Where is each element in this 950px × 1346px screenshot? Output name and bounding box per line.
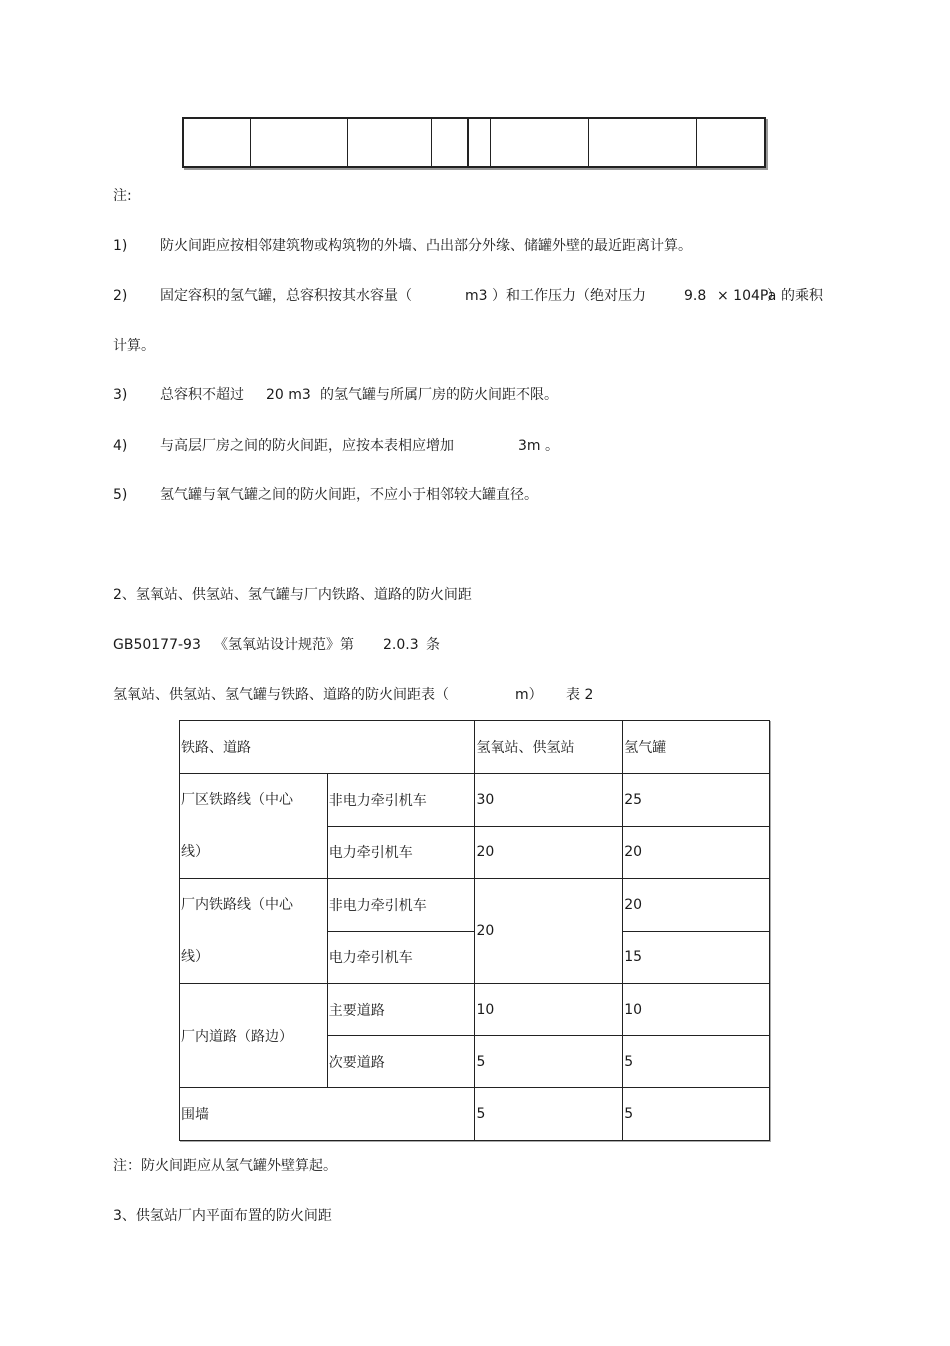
standard-code: GB50177-93 xyxy=(113,637,201,653)
table-divider xyxy=(431,119,432,166)
station-cell: 5 xyxy=(475,1036,623,1088)
tank-cell: 25 xyxy=(623,774,770,827)
station-cell: 20 xyxy=(475,879,623,984)
header-cell: 铁路、道路 xyxy=(180,721,475,774)
station-cell: 5 xyxy=(475,1088,623,1141)
standard-unit: 条 xyxy=(426,637,440,653)
note-text: 固定容积的氢气罐，总容积按其水容量（ xyxy=(160,288,412,304)
row-name-cell: 围墙 xyxy=(180,1088,475,1141)
table-divider xyxy=(490,119,491,166)
note-number: 1) xyxy=(113,238,128,254)
table-divider xyxy=(347,119,348,166)
note-number: 4) xyxy=(113,438,128,454)
row-name-cell: 次要道路 xyxy=(327,1036,475,1088)
note-number: 5) xyxy=(113,487,128,503)
section-heading: 2、氢氧站、供氢站、氢气罐与厂内铁路、道路的防火间距 xyxy=(113,587,472,603)
table-caption-unit: m） xyxy=(515,687,543,703)
tank-cell: 10 xyxy=(623,984,770,1036)
note-text: m3 ）和工作压力（绝对压力 xyxy=(465,288,646,304)
row-name-cell: 非电力牵引机车 xyxy=(327,774,475,827)
table-divider xyxy=(250,119,251,166)
tank-cell: 5 xyxy=(623,1036,770,1088)
section-heading: 3、供氢站厂内平面布置的防火间距 xyxy=(113,1208,332,1224)
row-name-cell: 非电力牵引机车 xyxy=(327,879,475,932)
station-cell: 10 xyxy=(475,984,623,1036)
note-text: 9.8 xyxy=(684,288,707,304)
group-label-cell xyxy=(180,879,328,984)
table-row xyxy=(180,879,770,932)
table-caption: 氢氧站、供氢站、氢气罐与铁路、道路的防火间距表（ xyxy=(113,687,449,703)
table-divider xyxy=(696,119,697,166)
note-text: × 104Pa xyxy=(717,288,777,304)
table-row xyxy=(180,774,770,827)
table-row xyxy=(180,984,770,1036)
header-cell: 氢氧站、供氢站 xyxy=(475,721,623,774)
group-label-line: 线） xyxy=(181,949,209,965)
note-text: 3m 。 xyxy=(518,438,559,454)
note-text: 总容积不超过 xyxy=(160,387,244,403)
note-text: 的氢气罐与所属厂房的防火间距不限。 xyxy=(320,387,558,403)
row-name-cell: 电力牵引机车 xyxy=(327,931,475,984)
standard-clause: 2.0.3 xyxy=(383,637,419,653)
group-label-line: 厂内铁路线（中心 xyxy=(181,897,293,913)
station-cell: 30 xyxy=(475,774,623,827)
fire-distance-table xyxy=(179,720,770,1141)
header-cell: 氢气罐 xyxy=(623,721,770,774)
note-label: 注: xyxy=(113,188,132,204)
table-divider xyxy=(467,119,469,166)
note-text: ）的乘积 xyxy=(767,288,823,304)
table-row xyxy=(180,1088,770,1141)
table-note: 注：防火间距应从氢气罐外壁算起。 xyxy=(113,1158,337,1174)
note-number: 2) xyxy=(113,288,128,304)
group-label-cell xyxy=(180,774,328,879)
group-label-line: 线） xyxy=(181,844,209,860)
row-name-cell: 主要道路 xyxy=(327,984,475,1036)
table-divider xyxy=(588,119,589,166)
note-text: 计算。 xyxy=(113,338,155,354)
table-caption-label: 表 2 xyxy=(566,687,594,703)
note-text: 20 m3 xyxy=(266,387,311,403)
group-label-line: 厂区铁路线（中心 xyxy=(181,792,293,808)
tank-cell: 20 xyxy=(623,879,770,932)
note-text: 氢气罐与氧气罐之间的防火间距，不应小于相邻较大罐直径。 xyxy=(160,487,538,503)
note-text: 与高层厂房之间的防火间距，应按本表相应增加 xyxy=(160,438,454,454)
row-name-cell: 电力牵引机车 xyxy=(327,826,475,879)
top-empty-table xyxy=(182,117,766,168)
group-label-cell: 厂内道路（路边） xyxy=(180,984,328,1088)
station-cell: 20 xyxy=(475,826,623,879)
tank-cell: 15 xyxy=(623,931,770,984)
note-number: 3) xyxy=(113,387,128,403)
table-header-row xyxy=(180,721,770,774)
standard-title: 《氢氧站设计规范》第 xyxy=(214,637,354,653)
note-text: 防火间距应按相邻建筑物或构筑物的外墙、凸出部分外缘、储罐外壁的最近距离计算。 xyxy=(160,238,692,254)
tank-cell: 5 xyxy=(623,1088,770,1141)
tank-cell: 20 xyxy=(623,826,770,879)
